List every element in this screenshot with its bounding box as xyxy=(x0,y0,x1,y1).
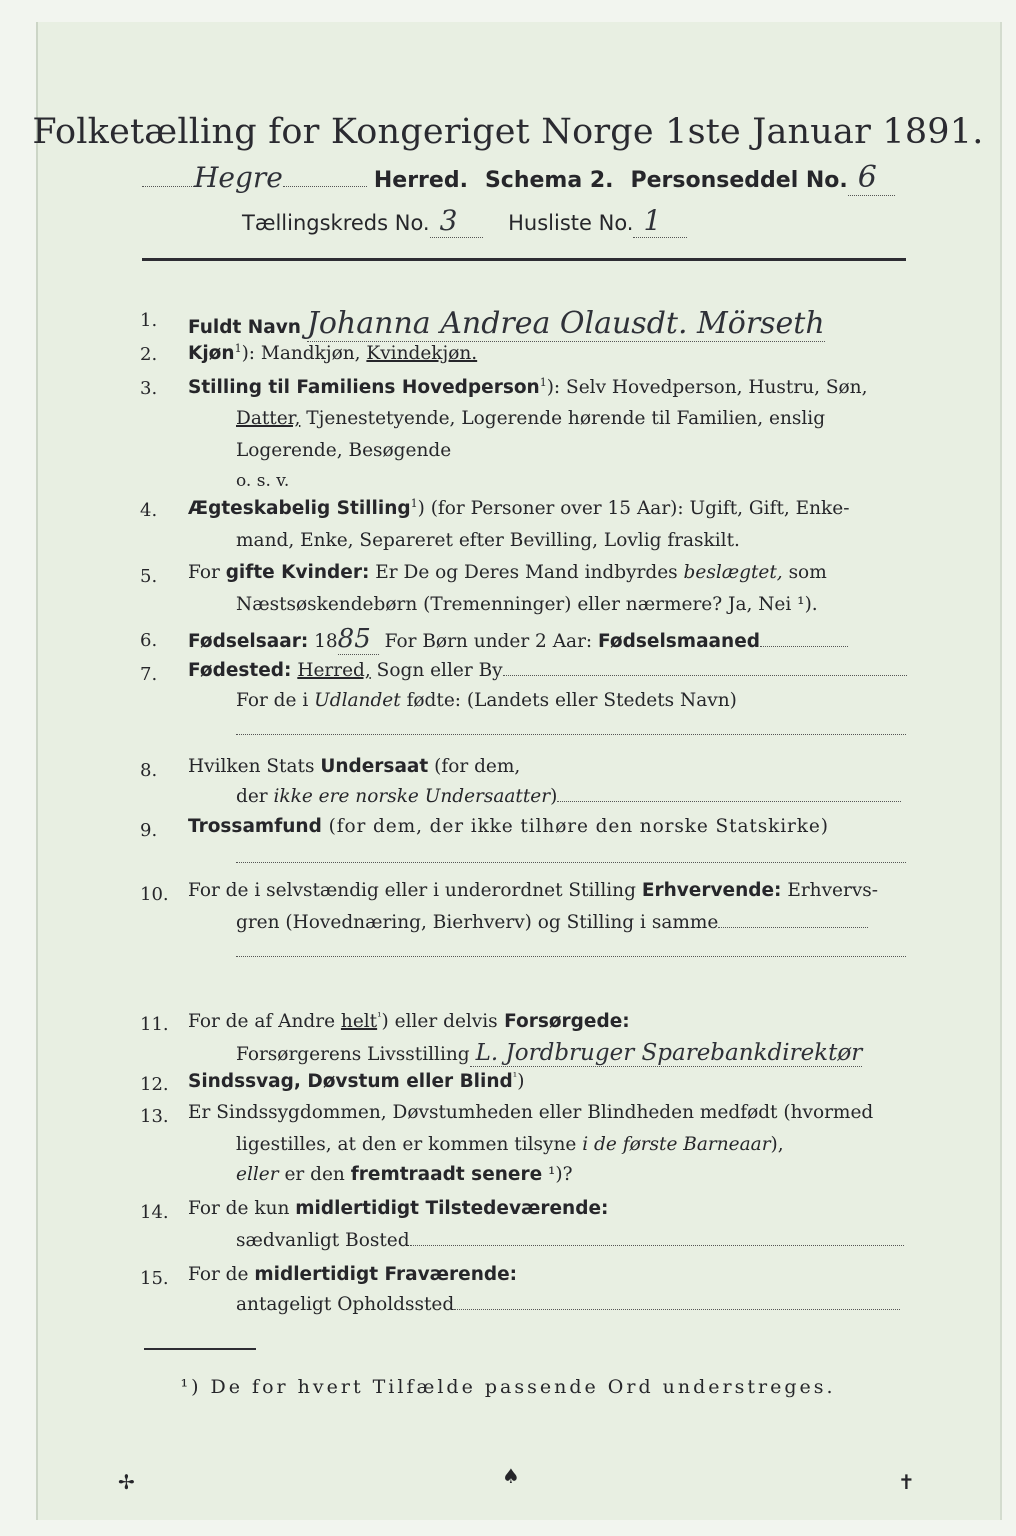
q7-number: 7. xyxy=(140,664,158,685)
registration-mark-left: ✢ xyxy=(118,1470,135,1494)
q8-line2-b: ) xyxy=(550,786,558,807)
husliste-value: 1 xyxy=(633,204,687,238)
q9-label: Trossamfund xyxy=(188,816,322,837)
q8-number: 8. xyxy=(140,760,158,781)
q6-year-value: 85 xyxy=(338,624,379,655)
herred-label: Herred. xyxy=(373,168,468,193)
q12-label: Sindssvag, Døvstum eller Blind xyxy=(188,1071,513,1093)
q1-label: Fuldt Navn xyxy=(188,317,301,338)
q4-line1 xyxy=(188,497,849,519)
q5-line1-a: Er De og Deres Mand indbyrdes xyxy=(369,562,684,583)
q12-post: ) xyxy=(517,1071,525,1093)
q2-number: 2. xyxy=(140,344,158,365)
q8-line1 xyxy=(188,756,520,777)
q8-post: (for dem, xyxy=(428,756,521,777)
q3-footnote-marker: 1 xyxy=(539,376,547,389)
q11-footnote-marker: ¹ xyxy=(377,1010,382,1023)
q7-line1 xyxy=(188,660,907,681)
q9-line xyxy=(188,816,829,837)
q4-footnote-marker: 1 xyxy=(410,497,418,510)
q12-number: 12. xyxy=(140,1074,169,1095)
q7-blank-line xyxy=(236,718,906,735)
q7-line2-italic: Udlandet xyxy=(314,690,401,711)
q6-label2: Fødselsmaaned xyxy=(598,631,761,652)
q8-line2-italic: ikke ere norske Undersaatter xyxy=(273,786,551,807)
q8-line2-a: der xyxy=(236,786,274,807)
q6-number: 6. xyxy=(140,630,158,651)
q2-text-kvindekjon: Kvindekjøn. xyxy=(366,343,478,365)
q6-line xyxy=(188,624,848,655)
q13-line2-a: ligestilles, at den er kommen tilsyne xyxy=(236,1134,583,1155)
schema-label: Schema 2. xyxy=(484,168,614,193)
q10-line1 xyxy=(188,880,878,901)
q10-pre: For de i selvstændig eller i underordnet Stilling xyxy=(188,880,642,901)
q5-pre: For xyxy=(188,562,226,583)
q13-line3-italic: eller xyxy=(236,1164,279,1185)
q15-line2 xyxy=(236,1294,900,1315)
q11-line1 xyxy=(188,1010,630,1032)
q13-line2 xyxy=(236,1134,784,1155)
q3-line2 xyxy=(236,408,825,429)
q11-pre: For de af Andre xyxy=(188,1011,341,1033)
herred-value: Hegre xyxy=(194,161,283,194)
q3-number: 3. xyxy=(140,378,158,399)
footnote: ¹) De for hvert Tilfælde passende Ord understreges. xyxy=(180,1376,836,1398)
q11-mid: ) eller delvis xyxy=(381,1011,498,1033)
q13-line2-italic: i de første Barneaar xyxy=(582,1134,771,1155)
q15-label: midlertidigt Fraværende: xyxy=(254,1264,518,1285)
q3-line4: o. s. v. xyxy=(236,471,290,491)
q6-label: Fødselsaar: xyxy=(188,631,309,652)
personseddel-label: Personseddel No. xyxy=(630,168,848,193)
header-line-krets xyxy=(242,204,687,238)
header-line-herred xyxy=(142,160,895,196)
q6-text: For Børn under 2 Aar: xyxy=(378,631,599,652)
q3-line1-text: ): Selv Hovedperson, Hustru, Søn, xyxy=(546,377,868,399)
q13-line2-b: ), xyxy=(770,1134,784,1155)
q3-line3: Logerende, Besøgende xyxy=(236,440,452,461)
q9-blank-line xyxy=(236,846,906,863)
q8-pre: Hvilken Stats xyxy=(188,756,321,777)
q15-line1 xyxy=(188,1264,517,1285)
q11-line2 xyxy=(236,1040,862,1067)
q14-line2 xyxy=(236,1230,904,1251)
q14-pre: For de kun xyxy=(188,1198,296,1219)
q7-herred: Herred, xyxy=(297,660,371,681)
q11-label: Forsørgede: xyxy=(497,1011,630,1033)
q13-line3-b: ¹)? xyxy=(542,1164,573,1185)
q2-line xyxy=(188,342,477,364)
q4-line2: mand, Enke, Separeret efter Bevilling, Lovlig fraskilt. xyxy=(236,530,740,551)
q5-line1 xyxy=(188,562,827,583)
q5-number: 5. xyxy=(140,566,158,587)
q7-line2-a: For de i xyxy=(236,690,315,711)
q13-line3-a: er den xyxy=(278,1164,351,1185)
q3-line2-text: Tjenestetyende, Logerende hørende til Familien, enslig xyxy=(300,408,826,429)
q2-label: Kjøn xyxy=(188,343,235,365)
registration-mark-right: ✝ xyxy=(898,1470,915,1494)
q13-number: 13. xyxy=(140,1106,169,1127)
q15-line2-text: antageligt Opholdssted xyxy=(236,1294,455,1315)
q8-label: Undersaat xyxy=(320,756,429,777)
krets-label: Tællingskreds No. xyxy=(242,211,430,235)
q14-line2-text: sædvanligt Bosted xyxy=(236,1230,410,1251)
q7-text: Sogn eller By xyxy=(370,660,503,681)
q10-number: 10. xyxy=(140,884,169,905)
q12-line xyxy=(188,1070,524,1092)
q11-livsstilling-value: L. Jordbruger Sparebankdirektør xyxy=(470,1040,863,1067)
header-rule xyxy=(142,258,906,261)
q10-line2-text: gren (Hovednæring, Bierhverv) og Stilling i samme xyxy=(236,912,719,933)
q4-label: Ægteskabelig Stilling xyxy=(188,498,411,520)
q6-year-prefix: 18 xyxy=(308,631,338,652)
form-title: Folketælling for Kongeriget Norge 1ste Januar 1891. xyxy=(32,112,984,152)
q10-post: Erhvervs- xyxy=(781,880,879,901)
footnote-rule xyxy=(144,1348,256,1350)
q3-label: Stilling til Familiens Hovedperson xyxy=(188,377,540,399)
q1-number: 1. xyxy=(140,310,158,331)
q11-number: 11. xyxy=(140,1014,169,1035)
q2-text-a: ): Mandkjøn, xyxy=(241,343,367,365)
q14-line1 xyxy=(188,1198,608,1219)
q7-line2 xyxy=(236,690,737,711)
q3-datter: Datter, xyxy=(236,408,301,429)
q14-number: 14. xyxy=(140,1202,169,1223)
q5-line2: Næstsøskendebørn (Tremenninger) eller nærmere? Ja, Nei ¹). xyxy=(236,594,818,615)
q9-text: (for dem, der ikke tilhøre den norske Statskirke) xyxy=(321,816,829,837)
q10-label: Erhvervende: xyxy=(641,880,782,901)
q7-line2-b: fødte: (Landets eller Stedets Navn) xyxy=(400,690,737,711)
personseddel-value: 6 xyxy=(848,160,895,196)
husliste-label: Husliste No. xyxy=(508,211,634,235)
q13-line3-label: fremtraadt senere xyxy=(350,1164,543,1185)
registration-mark-center: ♠ xyxy=(502,1464,520,1488)
q13-line3 xyxy=(236,1164,573,1185)
q11-helt: helt xyxy=(340,1011,378,1033)
q5-label: gifte Kvinder: xyxy=(225,562,370,583)
q15-number: 15. xyxy=(140,1268,169,1289)
q8-line2 xyxy=(236,786,901,807)
q9-number: 9. xyxy=(140,820,158,841)
q4-line1-text: ) (for Personer over 15 Aar): Ugift, Gift, Enke- xyxy=(417,498,850,520)
q5-line1-italic: beslægtet, xyxy=(683,562,783,583)
q7-label: Fødested: xyxy=(188,660,292,681)
q3-line1 xyxy=(188,376,867,398)
q11-line2-text: Forsørgerens Livsstilling xyxy=(236,1044,470,1065)
q1-line xyxy=(188,306,825,342)
krets-value: 3 xyxy=(430,204,484,238)
q12-footnote-marker: ¹ xyxy=(512,1070,518,1083)
q15-pre: For de xyxy=(188,1264,255,1285)
q2-footnote-marker: 1 xyxy=(234,342,242,355)
q5-line1-b: som xyxy=(782,562,827,583)
q14-label: midlertidigt Tilstedeværende: xyxy=(295,1198,609,1219)
q13-line1: Er Sindssygdommen, Døvstumheden eller Blindheden medfødt (hvormed xyxy=(188,1102,874,1123)
q4-number: 4. xyxy=(140,500,158,521)
q10-line2 xyxy=(236,912,868,933)
q1-name-value: Johanna Andrea Olausdt. Mörseth xyxy=(306,306,825,341)
q10-blank-line xyxy=(236,940,906,957)
